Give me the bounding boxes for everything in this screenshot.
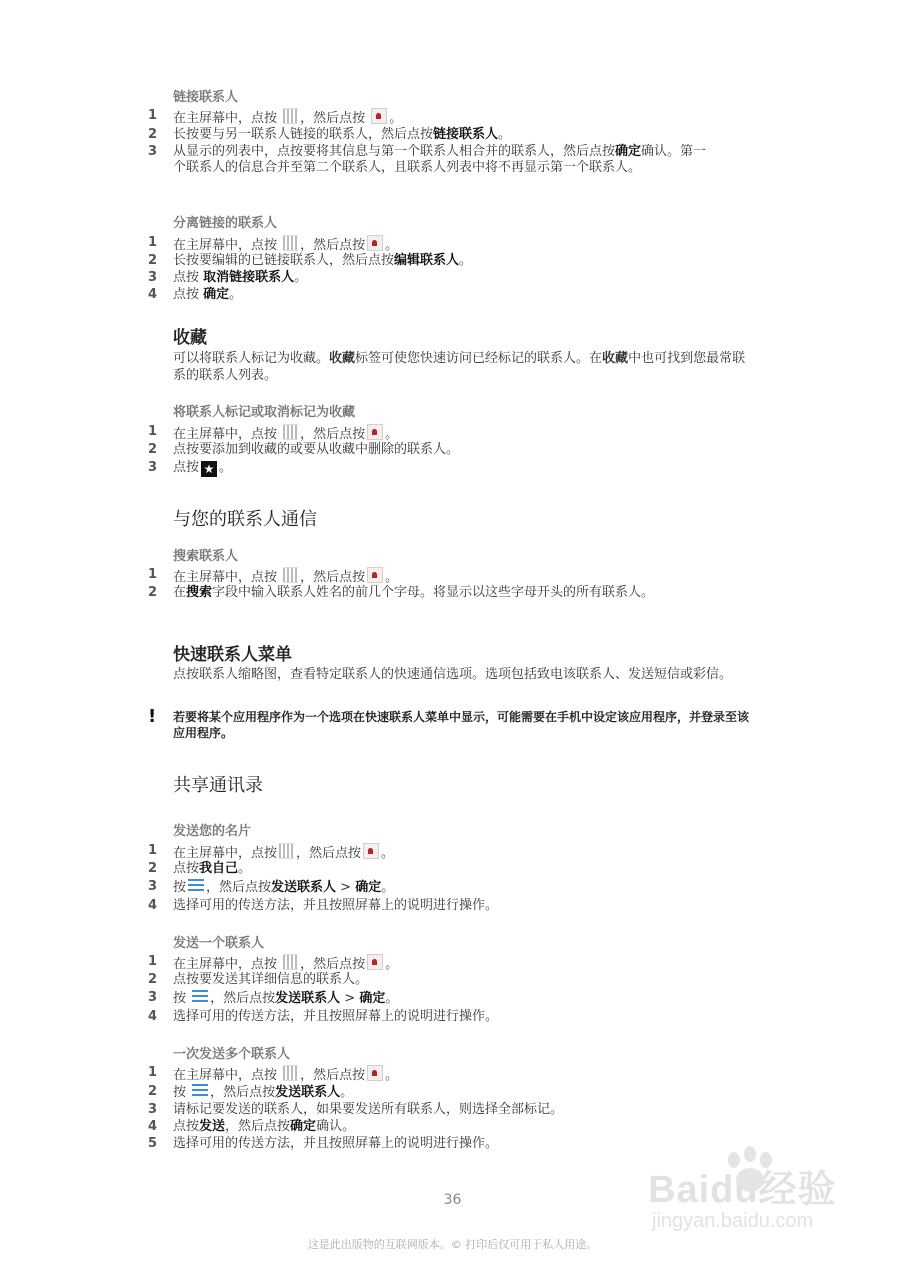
step-text: [173, 879, 713, 896]
step-number: 2: [148, 442, 158, 457]
step-number: 4: [148, 1119, 158, 1134]
bold-text: 确定: [290, 1119, 317, 1134]
text: 标签可使您快速访问已经标记的联系人。在: [355, 351, 603, 366]
text: 。: [385, 957, 399, 972]
text: ，然后点按: [300, 111, 370, 126]
text: 长按要编辑的已链接联系人，然后点按: [173, 253, 395, 268]
step-text: [173, 144, 713, 176]
text: 。: [219, 460, 233, 475]
apps-grid-icon: [283, 567, 298, 583]
text: >: [336, 880, 356, 895]
subheading-send-one: 发送一个联系人: [173, 936, 265, 951]
step-text: [173, 1065, 713, 1084]
bold-text: 编辑联系人: [394, 253, 460, 268]
step-number: 1: [148, 1065, 158, 1080]
step-text: [173, 567, 713, 586]
text: 确认。第一个联系人的信息合并至第二个联系人，且联系人列表中将不再显示第一个联系人。: [173, 144, 707, 175]
text: 。: [385, 1068, 399, 1083]
note-text: 若要将某个应用程序作为一个选项在快速联系人菜单中显示，可能需要在手机中设定该应用程序，并登录至该应用程序。: [173, 710, 750, 740]
text: 。: [459, 253, 473, 268]
text: 。: [294, 270, 308, 285]
text: 按: [173, 1085, 191, 1100]
step-number: 2: [148, 127, 158, 142]
bold-text: 确定: [615, 144, 642, 159]
bold-text: 确定: [203, 287, 230, 302]
contacts-icon: [371, 108, 387, 124]
subheading-unlink-contacts: 分离链接的联系人: [173, 216, 278, 231]
subheading-send-card: 发送您的名片: [173, 824, 252, 839]
step-text: 选择可用的传送方法，并且按照屏幕上的说明进行操作。: [173, 1009, 499, 1024]
paragraph-favorites: [173, 350, 753, 384]
step-text: [173, 1084, 713, 1101]
step-number: 1: [148, 954, 158, 969]
step-text: 点按要发送其详细信息的联系人。: [173, 972, 369, 987]
text: 在主屏幕中，点按: [173, 238, 282, 253]
text: ，然后点按: [210, 1085, 276, 1100]
step-text: [173, 270, 713, 286]
step-text: [173, 287, 713, 303]
text: 。: [385, 238, 399, 253]
menu-icon: [192, 1084, 208, 1098]
contacts-icon: [367, 424, 383, 440]
step-number: 5: [148, 1136, 158, 1151]
step-number: 4: [148, 1009, 158, 1024]
step-number: 2: [148, 1084, 158, 1099]
text: 长按要与另一联系人链接的联系人，然后点按: [173, 127, 434, 142]
text: >: [340, 991, 360, 1006]
step-number: 4: [148, 898, 158, 913]
watermark-brand: Baidu经验: [648, 1169, 837, 1211]
step-number: 2: [148, 585, 158, 600]
bold-text: 发送: [199, 1119, 226, 1134]
text: 按: [173, 991, 191, 1006]
page-number: 36: [443, 1192, 462, 1208]
step-number: 3: [148, 1102, 158, 1117]
step-text: [173, 954, 713, 973]
text: 。: [229, 287, 243, 302]
bold-text: 发送联系人: [275, 1085, 341, 1100]
text: 字段中输入联系人姓名的前几个字母。将显示以这些字母开头的所有联系人。: [212, 585, 655, 600]
warning-icon: !: [148, 706, 157, 727]
step-number: 2: [148, 253, 158, 268]
text: 点按: [173, 861, 200, 876]
step-text: [173, 990, 713, 1007]
heading-favorites: 收藏: [173, 328, 207, 348]
step-text: [173, 843, 713, 862]
step-number: 1: [148, 235, 158, 250]
step-number: 1: [148, 424, 158, 439]
subheading-search-contacts: 搜索联系人: [173, 549, 239, 564]
bold-text: 发送联系人: [271, 880, 337, 895]
watermark-url: jingyan.baidu.com: [652, 1210, 814, 1232]
text: 在主屏幕中，点按: [173, 1068, 282, 1083]
subheading-mark-favorite: 将联系人标记或取消标记为收藏: [173, 405, 356, 420]
step-number: 3: [148, 270, 158, 285]
bold-text: 收藏: [602, 351, 629, 366]
text: 在: [173, 585, 187, 600]
contacts-icon: [367, 235, 383, 251]
paragraph-quick-contact: 点按联系人缩略图，查看特定联系人的快速通信选项。选项包括致电该联系人、发送短信或彩信。: [173, 667, 733, 682]
step-number: 2: [148, 972, 158, 987]
bold-text: 搜索: [186, 585, 213, 600]
step-text: [173, 1119, 713, 1135]
contacts-icon: [367, 954, 383, 970]
text: 在主屏幕中，点按: [173, 957, 282, 972]
text: ，然后点按: [300, 957, 366, 972]
apps-grid-icon: [283, 108, 298, 124]
step-text: [173, 861, 713, 877]
bold-text: 确定: [355, 880, 382, 895]
star-icon: ★: [201, 461, 217, 477]
contacts-icon: [363, 843, 379, 859]
heading-communicate: 与您的联系人通信: [173, 509, 317, 530]
text: 在主屏幕中，点按: [173, 111, 282, 126]
text: 。: [385, 991, 399, 1006]
subheading-send-multiple: 一次发送多个联系人: [173, 1047, 291, 1062]
bold-text: 取消链接联系人: [203, 270, 295, 285]
step-text: [173, 127, 713, 143]
text: 点按: [173, 270, 204, 285]
step-text: [173, 253, 713, 269]
step-text: 选择可用的传送方法，并且按照屏幕上的说明进行操作。: [173, 898, 499, 913]
text: 按: [173, 880, 187, 895]
bold-text: 我自己: [199, 861, 239, 876]
heading-quick-contact: 快速联系人菜单: [173, 645, 292, 665]
text: ，然后点按: [300, 570, 366, 585]
text: ，然后点按: [206, 880, 272, 895]
text: ，然后点按: [300, 238, 366, 253]
text: 中也可找到您最常联系的联系人列表。: [173, 351, 746, 383]
apps-grid-icon: [283, 424, 298, 440]
text: 确认。: [316, 1119, 356, 1134]
footer-copyright: 这是此出版物的互联网版本。© 打印后仅可用于私人用途。: [307, 1238, 598, 1251]
step-text: [173, 460, 713, 477]
text: 点按: [173, 1119, 200, 1134]
text: 点按: [173, 287, 204, 302]
bold-text: 收藏: [329, 351, 356, 366]
step-text: 选择可用的传送方法，并且按照屏幕上的说明进行操作。: [173, 1136, 499, 1151]
step-text: [173, 585, 703, 601]
text: 。: [238, 861, 252, 876]
step-text: 请标记要发送的联系人，如果要发送所有联系人，则选择全部标记。: [173, 1102, 564, 1117]
contacts-icon: [367, 1065, 383, 1081]
menu-icon: [192, 990, 208, 1004]
step-text: 点按要添加到收藏的或要从收藏中删除的联系人。: [173, 442, 460, 457]
step-number: 3: [148, 460, 158, 475]
text: 。: [389, 111, 403, 126]
step-number: 4: [148, 287, 158, 302]
bold-text: 确定: [359, 991, 386, 1006]
apps-grid-icon: [279, 843, 294, 859]
step-number: 3: [148, 879, 158, 894]
step-text: [173, 235, 713, 254]
apps-grid-icon: [283, 954, 298, 970]
text: 。: [385, 570, 399, 585]
heading-share-contacts: 共享通讯录: [173, 775, 263, 796]
step-text: [173, 108, 713, 127]
text: 。: [340, 1085, 354, 1100]
text: ，然后点按: [225, 1119, 291, 1134]
text: 。: [385, 427, 399, 442]
text: ，然后点按: [210, 991, 276, 1006]
text: 在主屏幕中，点按: [173, 427, 282, 442]
step-number: 3: [148, 990, 158, 1005]
step-number: 3: [148, 144, 158, 159]
text: 。: [381, 846, 395, 861]
text: ，然后点按: [300, 427, 366, 442]
apps-grid-icon: [283, 1065, 298, 1081]
text: 在主屏幕中，点按: [173, 846, 278, 861]
text: 从显示的列表中，点按要将其信息与第一个联系人相合并的联系人，然后点按: [173, 144, 616, 159]
subheading-link-contacts: 链接联系人: [173, 90, 239, 105]
bold-text: 链接联系人: [433, 127, 499, 142]
text: 点按: [173, 460, 200, 475]
bold-text: 发送联系人: [275, 991, 341, 1006]
step-number: 1: [148, 843, 158, 858]
text: 。: [381, 880, 395, 895]
text: 在主屏幕中，点按: [173, 570, 282, 585]
text: 。: [498, 127, 512, 142]
step-number: 2: [148, 861, 158, 876]
step-number: 1: [148, 567, 158, 582]
menu-icon: [188, 879, 204, 893]
apps-grid-icon: [283, 235, 298, 251]
step-number: 1: [148, 108, 158, 123]
text: 可以将联系人标记为收藏。: [173, 351, 330, 366]
text: ，然后点按: [296, 846, 362, 861]
text: ，然后点按: [300, 1068, 366, 1083]
contacts-icon: [367, 567, 383, 583]
step-text: [173, 424, 713, 443]
